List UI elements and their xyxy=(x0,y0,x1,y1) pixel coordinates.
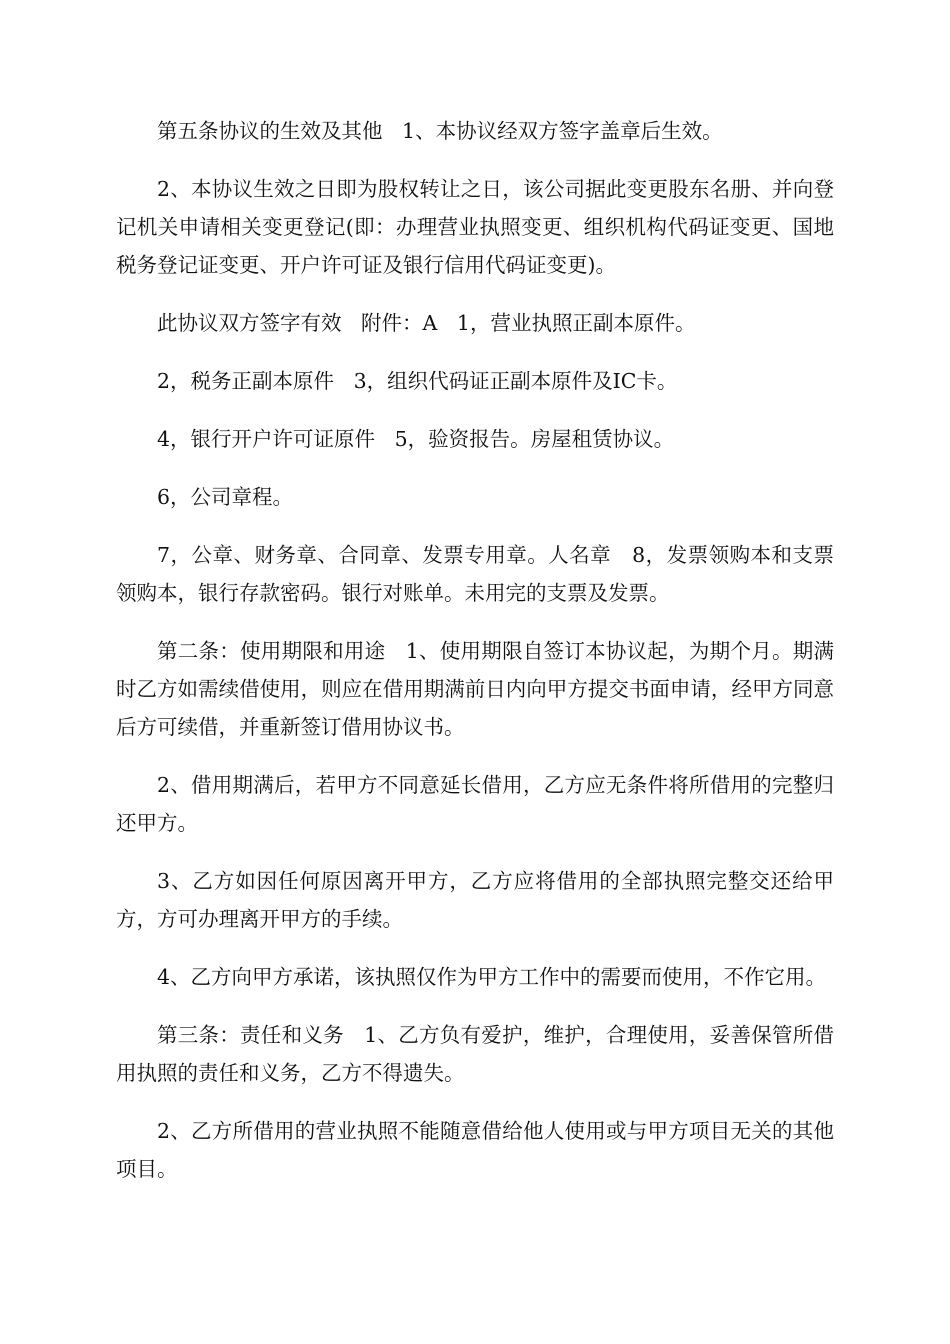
paragraph: 4、乙方向甲方承诺，该执照仅作为甲方工作中的需要而使用，不作它用。 xyxy=(157,965,827,989)
paragraph: 第三条：责任和义务 1、乙方负有爱护，维护，合理使用，妥善保管所借用执照的责任和义务，乙方不得遗失。 xyxy=(116,1023,834,1085)
paragraph: 3、乙方如因任何原因离开甲方，乙方应将借用的全部执照完整交还给甲方，方可办理离开甲方的手续。 xyxy=(116,869,834,931)
paragraph: 2、乙方所借用的营业执照不能随意借给他人使用或与甲方项目无关的其他项目。 xyxy=(116,1119,834,1181)
paragraph: 第五条协议的生效及其他 1、本协议经双方签字盖章后生效。 xyxy=(157,119,723,143)
paragraph: 第二条：使用期限和用途 1、使用期限自签订本协议起，为期个月。期满时乙方如需续借使用，则应在借用期满前日内向甲方提交书面申请，经甲方同意后方可续借，并重新签订借用协议书。 xyxy=(116,639,834,739)
paragraph: 4，银行开户许可证原件 5，验资报告。房屋租赁协议。 xyxy=(157,427,675,451)
paragraph: 6，公司章程。 xyxy=(157,485,294,509)
paragraph: 此协议双方签字有效 附件：A 1，营业执照正副本原件。 xyxy=(157,311,696,335)
paragraph: 2、借用期满后，若甲方不同意延长借用，乙方应无条件将所借用的完整归还甲方。 xyxy=(116,773,834,835)
paragraph: 2、本协议生效之日即为股权转让之日，该公司据此变更股东名册、并向登记机关申请相关变更登记(即：办理营业执照变更、组织机构代码证变更、国地税务登记证变更、开户许可证及银行信用代码证变更)。 xyxy=(116,177,834,277)
paragraph: 7，公章、财务章、合同章、发票专用章。人名章 8，发票领购本和支票领购本，银行存款密码。银行对账单。未用完的支票及发票。 xyxy=(116,543,834,605)
paragraph: 2，税务正副本原件 3，组织代码证正副本原件及IC卡。 xyxy=(157,369,678,393)
document-body xyxy=(116,112,834,1208)
